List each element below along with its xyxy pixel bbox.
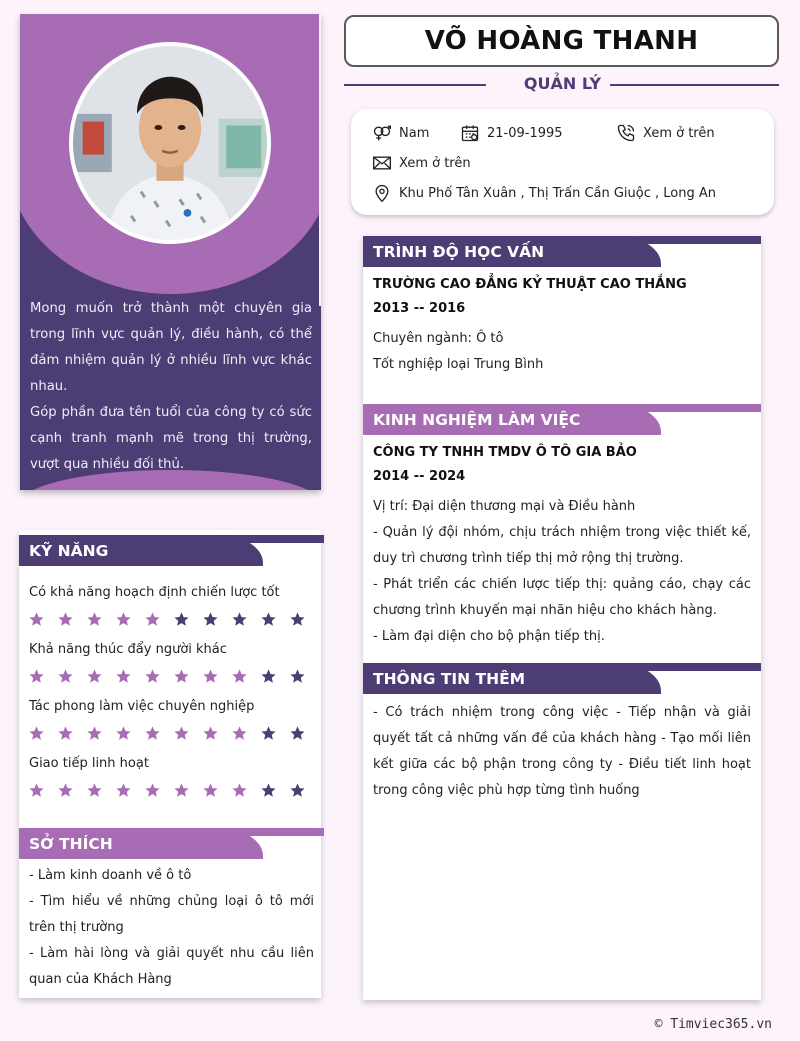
hobby-item: - Làm kinh doanh về ô tô (29, 868, 192, 883)
address-value: Khu Phố Tân Xuân , Thị Trấn Cần Giuộc , Long An (399, 185, 717, 201)
hobby-item: - Làm hài lòng và giải quyết nhu cầu liên quan của Khách Hàng (29, 946, 314, 987)
skill-rating (28, 724, 318, 742)
star-filled-icon (202, 781, 231, 799)
experience-duty: - Phát triển các chiến lược tiếp thị: quảng cáo, chạy các chương trình khuyến mại nhãn hiệu cho khách hàng. (373, 577, 751, 618)
star-filled-icon (144, 610, 173, 628)
star-filled-icon (57, 781, 86, 799)
phone-icon (615, 123, 637, 143)
star-filled-icon (202, 667, 231, 685)
star-filled-icon (86, 610, 115, 628)
star-empty-icon (289, 781, 318, 799)
school-name: TRƯỜNG CAO ĐẲNG KỶ THUẬT CAO THẮNG (373, 277, 687, 292)
name-box (344, 15, 779, 67)
skills-header (19, 535, 324, 566)
education-header (363, 236, 761, 267)
phone-value: Xem ở trên (643, 125, 715, 141)
experience-period: 2014 -- 2024 (373, 469, 466, 484)
career-objective (30, 296, 312, 478)
star-filled-icon (231, 667, 260, 685)
hobbies-card (19, 828, 321, 998)
additional-info-text: - Có trách nhiệm trong công việc - Tiếp nhận và giải quyết tất cả những vấn đề của khách hàng - Tạo mối liên kết giữa các bộ phận trong công ty - Điều tiết linh hoạt trong công việc phù hợp từng tình huống (373, 705, 751, 798)
star-filled-icon (57, 610, 86, 628)
copyright-footer: © Timviec365.vn (654, 1017, 772, 1032)
star-filled-icon (173, 724, 202, 742)
gender-icon (371, 123, 393, 143)
objective-paragraph: Góp phần đưa tên tuổi của công ty có sức cạnh tranh mạnh mẽ trong thị trường, vượt qua nhiều đối thủ. (30, 405, 312, 472)
profile-divider (319, 14, 321, 306)
star-filled-icon (57, 667, 86, 685)
objective-paragraph: Mong muốn trở thành một chuyên gia trong lĩnh vực quản lý, điều hành, có thể đảm nhiệm quản lý ở nhiều lĩnh vực khác nhau. (30, 301, 312, 394)
star-filled-icon (28, 667, 57, 685)
star-empty-icon (260, 667, 289, 685)
hobbies-header (19, 828, 324, 859)
skill-rating (28, 610, 318, 628)
birthday-value: 21-09-1995 (487, 125, 563, 141)
full-name: VÕ HOÀNG THANH (424, 26, 699, 56)
education-period: 2013 -- 2016 (373, 301, 466, 316)
star-empty-icon (260, 724, 289, 742)
job-title: QUẢN LÝ (523, 74, 602, 93)
skill-name: Giao tiếp linh hoạt (29, 756, 149, 771)
star-filled-icon (28, 610, 57, 628)
calendar-icon (459, 123, 481, 143)
education-result: Tốt nghiệp loại Trung Bình (373, 357, 544, 372)
experience-duty: - Quản lý đội nhóm, chịu trách nhiệm trong việc thiết kế, duy trì chương trình tiếp thị mở rộng thị trường. (373, 525, 751, 566)
skill-name: Khả năng thúc đẩy người khác (29, 642, 227, 657)
main-column (363, 236, 761, 1000)
star-filled-icon (144, 724, 173, 742)
section-title: TRÌNH ĐỘ HỌC VẤN (363, 236, 661, 267)
star-filled-icon (231, 781, 260, 799)
additional-info-header (363, 663, 761, 694)
star-filled-icon (173, 781, 202, 799)
section-title: SỞ THÍCH (19, 828, 263, 859)
skill-rating (28, 667, 318, 685)
email-value: Xem ở trên (399, 155, 471, 171)
skill-name: Tác phong làm việc chuyên nghiệp (29, 699, 255, 714)
title-divider-left (344, 84, 486, 86)
profile-card (20, 14, 321, 490)
contact-email (371, 153, 471, 173)
skills-card (19, 530, 321, 828)
star-filled-icon (115, 781, 144, 799)
star-empty-icon (260, 781, 289, 799)
contact-gender (371, 123, 429, 143)
star-empty-icon (231, 610, 260, 628)
star-filled-icon (173, 667, 202, 685)
contact-birthday (459, 123, 563, 143)
email-icon (371, 153, 393, 173)
star-filled-icon (115, 724, 144, 742)
star-empty-icon (289, 724, 318, 742)
company-name: CÔNG TY TNHH TMDV Ô TÔ GIA BẢO (373, 445, 637, 460)
star-filled-icon (115, 667, 144, 685)
star-filled-icon (202, 724, 231, 742)
title-divider-right (610, 84, 779, 86)
star-empty-icon (289, 610, 318, 628)
star-filled-icon (86, 667, 115, 685)
experience-duty: - Làm đại diện cho bộ phận tiếp thị. (373, 629, 605, 644)
hobby-item: - Tìm hiểu về những chủng loại ô tô mới trên thị trường (29, 894, 314, 935)
star-filled-icon (57, 724, 86, 742)
star-filled-icon (115, 610, 144, 628)
star-filled-icon (28, 724, 57, 742)
location-pin-icon (371, 183, 393, 203)
education-major: Chuyên ngành: Ô tô (373, 331, 504, 346)
skill-rating (28, 781, 318, 799)
section-title: KINH NGHIỆM LÀM VIỆC (363, 404, 661, 435)
star-filled-icon (86, 781, 115, 799)
experience-position: Vị trí: Đại diện thương mại và Điều hành (373, 499, 636, 514)
star-empty-icon (173, 610, 202, 628)
contact-phone (615, 123, 715, 143)
contact-box (351, 109, 774, 215)
section-title: KỸ NĂNG (19, 535, 263, 566)
avatar (69, 42, 271, 244)
star-filled-icon (86, 724, 115, 742)
star-filled-icon (144, 781, 173, 799)
star-empty-icon (260, 610, 289, 628)
skill-name: Có khả năng hoạch định chiến lược tốt (29, 585, 280, 600)
section-title: THÔNG TIN THÊM (363, 663, 661, 694)
star-filled-icon (28, 781, 57, 799)
contact-address (371, 183, 716, 203)
star-empty-icon (202, 610, 231, 628)
experience-header (363, 404, 761, 435)
star-filled-icon (144, 667, 173, 685)
hobbies-list (29, 863, 314, 993)
gender-value: Nam (399, 125, 430, 141)
star-empty-icon (289, 667, 318, 685)
star-filled-icon (231, 724, 260, 742)
